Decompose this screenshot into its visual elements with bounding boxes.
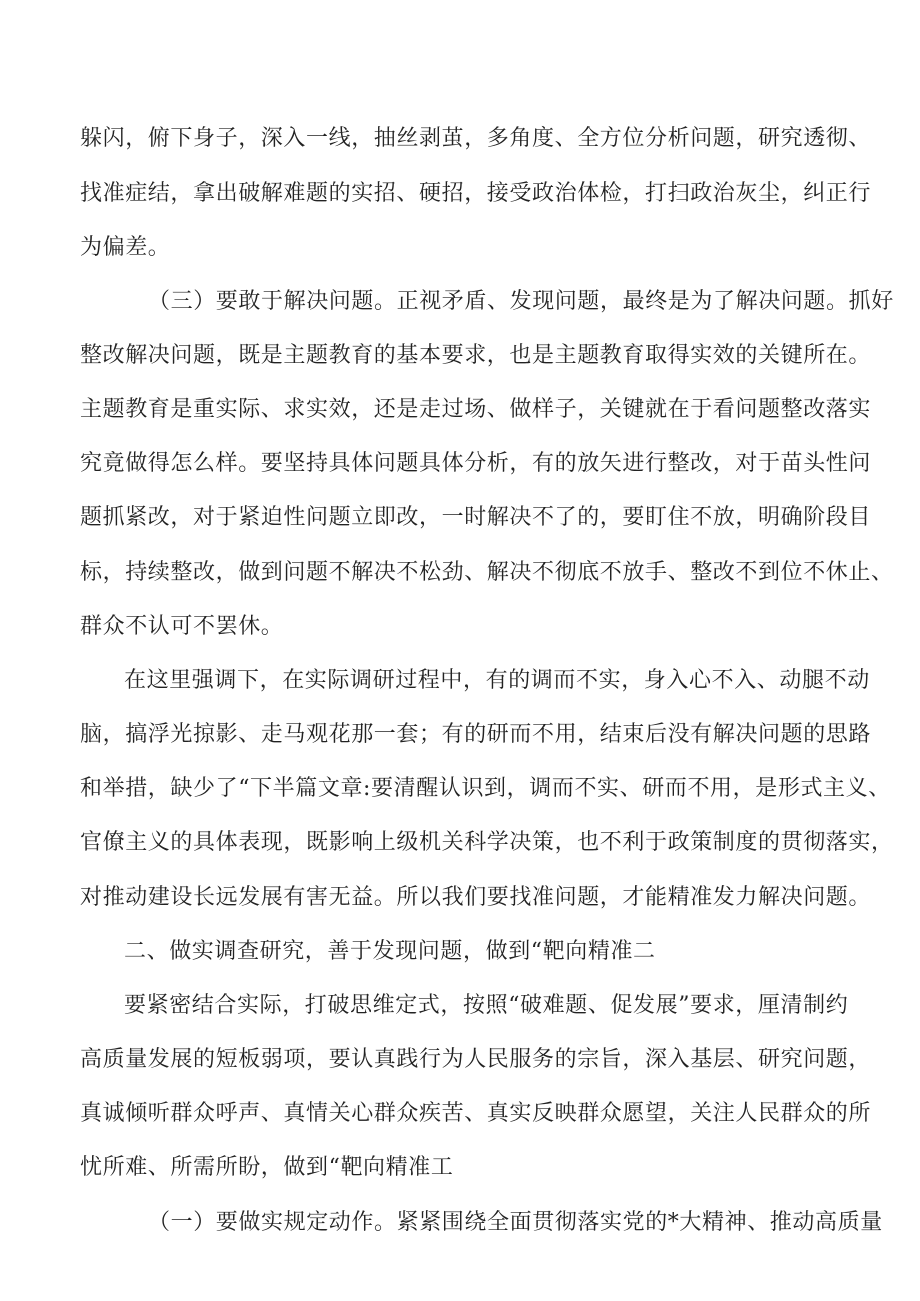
paragraph-start-line: 要紧密结合实际，打破思维定式，按照“破难题、促发展”要求，厘清制约 bbox=[124, 993, 849, 1018]
text-line: 找准症结，拿出破解难题的实招、硬招，接受政治体检，打扫政治灰尘，纠正行 bbox=[80, 181, 872, 206]
text-line: 标，持续整改，做到问题不解决不松劲、解决不彻底不放手、整改不到位不休止、 bbox=[80, 560, 894, 585]
text-line: 主题教育是重实际、求实效，还是走过场、做样子，关键就在于看问题整改落实 bbox=[80, 397, 872, 422]
text-line: 忧所难、所需所盼，做到“靶向精准工 bbox=[80, 1155, 454, 1180]
text-line: 究竟做得怎么样。要坚持具体问题具体分析，有的放矢进行整改，对于苗头性问 bbox=[80, 451, 872, 476]
text-line: 群众不认可不罢休。 bbox=[80, 614, 284, 639]
paragraph-start-line: 在这里强调下，在实际调研过程中，有的调而不实，身入心不入、动腿不动 bbox=[124, 668, 870, 693]
paragraph-start-line: （三）要敢于解决问题。正视矛盾、发现问题，最终是为了解决问题。抓好 bbox=[148, 289, 894, 314]
text-line: 整改解决问题，既是主题教育的基本要求，也是主题教育取得实效的关键所在。 bbox=[80, 343, 872, 368]
text-line: 对推动建设长远发展有害无益。所以我们要找准问题，才能精准发力解决问题。 bbox=[80, 885, 872, 910]
text-line: 高质量发展的短板弱项，要认真践行为人民服务的宗旨，深入基层、研究问题， bbox=[80, 1047, 872, 1072]
text-line: 为偏差。 bbox=[80, 235, 171, 260]
section-heading: 二、做实调查研究，善于发现问题，做到“靶向精准二 bbox=[124, 939, 656, 964]
paragraph-start-line: （一）要做实规定动作。紧紧围绕全面贯彻落实党的*大精神、推动高质量 bbox=[148, 1210, 883, 1235]
text-line: 题抓紧改，对于紧迫性问题立即改，一时解决不了的，要盯住不放，明确阶段目 bbox=[80, 505, 872, 530]
text-line: 躲闪，俯下身子，深入一线，抽丝剥茧，多角度、全方位分析问题，研究透彻、 bbox=[80, 126, 872, 151]
text-line: 脑，搞浮光掠影、走马观花那一套；有的研而不用，结束后没有解决问题的思路 bbox=[80, 722, 872, 747]
text-line: 和举措，缺少了“下半篇文章:要清醒认识到，调而不实、研而不用，是形式主义、 bbox=[80, 776, 891, 801]
text-line: 真诚倾听群众呼声、真情关心群众疾苦、真实反映群众愿望，关注人民群众的所 bbox=[80, 1101, 872, 1126]
text-line: 官僚主义的具体表现，既影响上级机关科学决策，也不利于政策制度的贯彻落实， bbox=[80, 830, 894, 855]
